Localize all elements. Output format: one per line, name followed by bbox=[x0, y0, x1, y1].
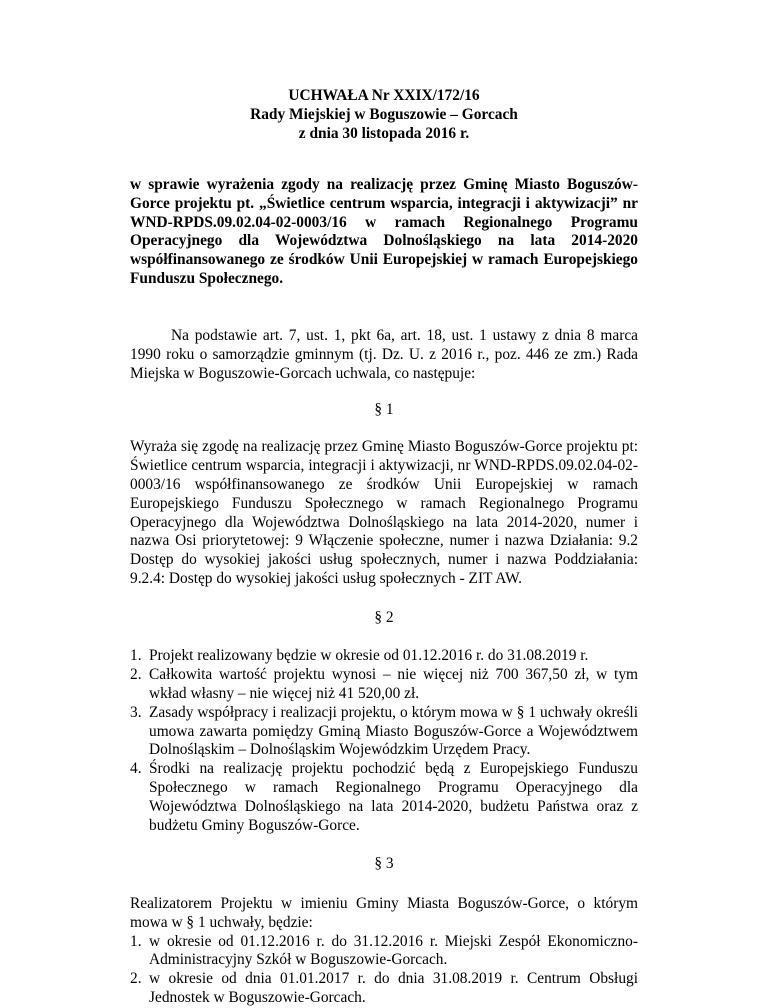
list-item-number: 1. bbox=[130, 932, 142, 950]
list-item-text: Całkowita wartość projektu wynosi – nie więcej niż 700 367,50 zł, w tym wkład własny – nie więcej niż 41 520,00 zł. bbox=[149, 666, 638, 702]
list-item-text: Zasady współpracy i realizacji projektu, o którym mowa w § 1 uchwały określi umowa zawarta pomiędzy Gminą Miasto Boguszów-Gorce a Województwem Dolnośląskim – Dolnośląskim Wojewódzkim Urzędem Pracy. bbox=[149, 703, 638, 759]
section-3-mark: § 3 bbox=[374, 855, 394, 873]
list-item-number: 2. bbox=[130, 666, 142, 684]
list-item-text: w okresie od dnia 01.01.2017 r. do dnia 31.08.2019 r. Centrum Obsługi Jednostek w Boguszowie-Gorcach. bbox=[149, 970, 638, 1006]
list-item bbox=[130, 704, 638, 760]
list-item bbox=[130, 970, 638, 1008]
section-2-mark: § 2 bbox=[374, 608, 394, 626]
list-item-number: 1. bbox=[130, 647, 142, 665]
list-item-number: 2. bbox=[130, 970, 142, 988]
section-2-list bbox=[130, 647, 638, 835]
resolution-number: UCHWAŁA Nr XXIX/172/16 bbox=[288, 87, 480, 104]
list-item bbox=[130, 760, 638, 835]
section-3-intro: Realizatorem Projektu w imieniu Gminy Miasta Boguszów-Gorce, o którym mowa w § 1 uchwały, będzie: bbox=[130, 894, 638, 931]
list-item-number: 3. bbox=[130, 703, 142, 721]
council-name: Rady Miejskiej w Boguszowie – Gorcach bbox=[250, 106, 518, 123]
section-1-text: Wyraża się zgodę na realizację przez Gminę Miasto Boguszów-Gorce projektu pt: Świetlice centrum wsparcia, integracji i aktywizacji, nr WND-RPDS.09.02.04-02-0003/16 współfinansowanego ze środków Unii Europejskiej w ramach Europejskiego Funduszu Społecznego w ramach Regionalnego Programu Operacyjnego dla Województwa Dolnośląskiego na lata 2014-2020, numer i nazwa Osi priorytetowej: 9 Włączenie społeczne, numer i nazwa Działania: 9.2 Dostęp do wysokiej jakości usług społecznych, numer i nazwa Poddziałania: 9.2.4: Dostęp do wysokiej jakości usług społecznych - ZIT AW. bbox=[130, 438, 638, 587]
list-item bbox=[130, 666, 638, 704]
list-item-text: Środki na realizację projektu pochodzić będą z Europejskiego Funduszu Społecznego w ramach Regionalnego Programu Operacyjnego dla Województwa Dolnośląskiego na lata 2014-2020, budżetu Państwa oraz z budżetu Gminy Boguszów-Gorce. bbox=[149, 760, 638, 834]
document-page bbox=[130, 86, 638, 1008]
list-item bbox=[130, 933, 638, 971]
section-3-list bbox=[130, 933, 638, 1008]
legal-basis-preamble: Na podstawie art. 7, ust. 1, pkt 6a, art. 18, ust. 1 ustawy z dnia 8 marca 1990 roku o samorządzie gminnym (tj. Dz. U. z 2016 r., poz. 446 ze zm.) Rada Miejska w Boguszowie-Gorcach uchwala, co następuje: bbox=[130, 326, 638, 382]
list-item-number: 4. bbox=[130, 760, 142, 778]
list-item bbox=[130, 647, 638, 666]
section-1-mark: § 1 bbox=[374, 400, 394, 418]
list-item-text: w okresie od 01.12.2016 r. do 31.12.2016 r. Miejski Zespół Ekonomiczno-Administracyjny Szkół w Boguszowie-Gorcach. bbox=[149, 932, 638, 969]
resolution-subject: w sprawie wyrażenia zgody na realizację przez Gminę Miasto Boguszów-Gorce projektu pt. „Świetlice centrum wsparcia, integracji i aktywizacji” nr WND-RPDS.09.02.04-02-0003/16 w ramach Regionalnego Programu Operacyjnego dla Województwa Dolnośląskiego na lata 2014-2020 współfinansowanego ze środków Unii Europejskiej w ramach Europejskiego Funduszu Społecznego. bbox=[130, 176, 638, 287]
resolution-date: z dnia 30 listopada 2016 r. bbox=[298, 125, 470, 142]
resolution-header bbox=[130, 86, 638, 143]
list-item-text: Projekt realizowany będzie w okresie od 01.12.2016 r. do 31.08.2019 r. bbox=[149, 647, 589, 665]
